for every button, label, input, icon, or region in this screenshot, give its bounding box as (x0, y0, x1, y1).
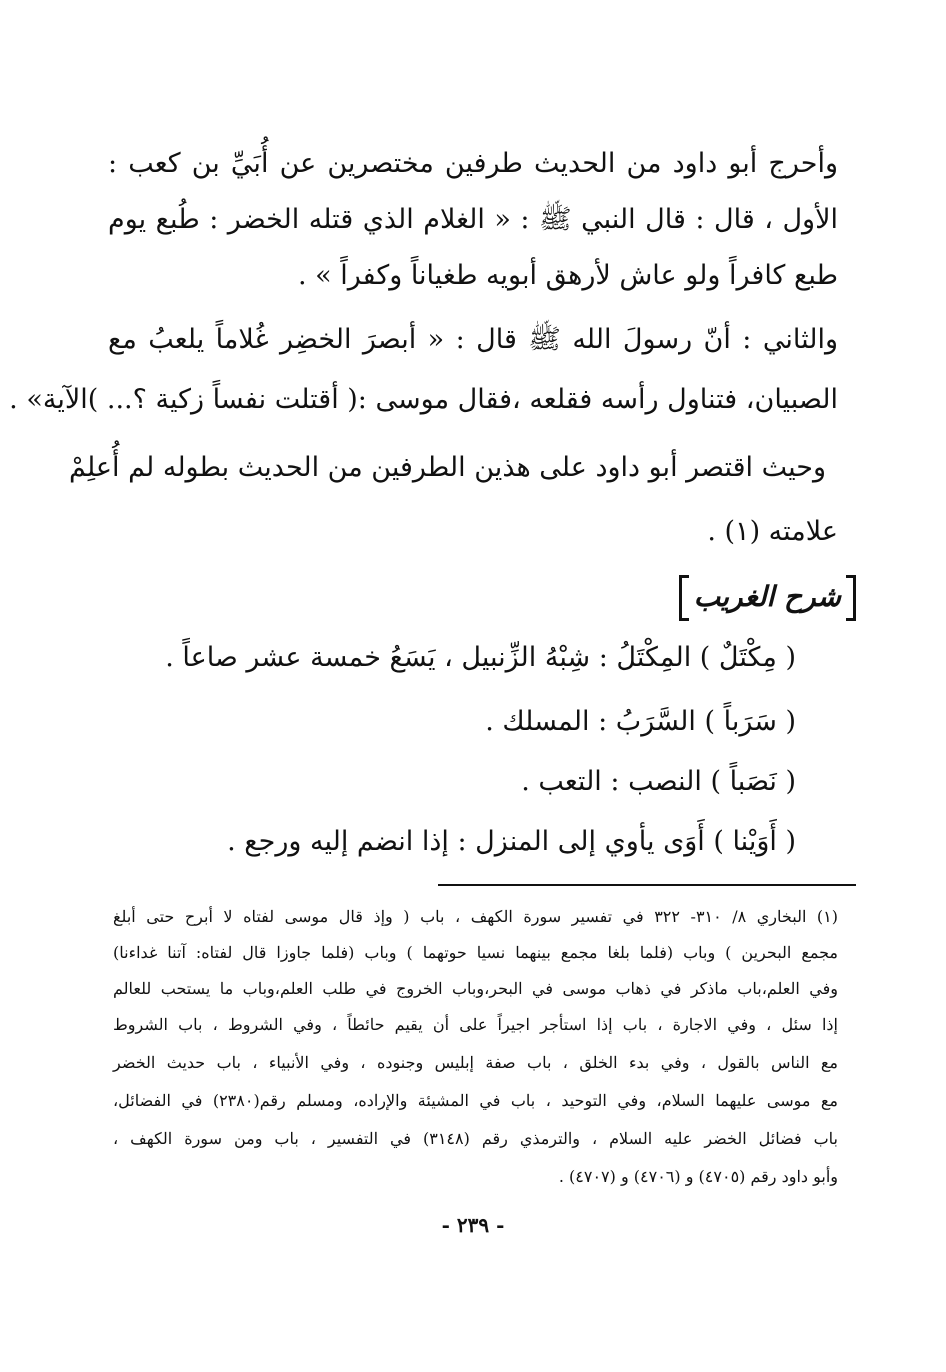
glossary-heading (679, 575, 856, 621)
footnote-line-7: باب فضائل الخضر عليه السلام ، والترمذي رقم (٣١٤٨) في التفسير ، باب ومن سورة الكهف ، (113, 1129, 838, 1148)
body-line-5: الصبيان، فتناول رأسه فقلعه ،فقال موسى :( أقتلت نفساً زكية ؟... )الآية» . (9, 384, 838, 415)
footnote-line-1: (١) البخاري ٨/ ٣١٠- ٣٢٢ في تفسير سورة الكهف ، باب ( وإذ قال موسى لفتاه لا أبرح حتى أبلغ (113, 907, 839, 926)
footnote-line-6: مع موسى عليهما السلام، وفي التوحيد ، باب في المشيئة والإراده، ومسلم رقم(٢٣٨٠) في الفضائل، (113, 1091, 838, 1110)
body-line-7: علامته (١) . (707, 516, 838, 547)
glossary-entry-3: ( نَصَباً ) النصب : التعب . (521, 766, 796, 797)
glossary-entry-1: ( مِكْتَلٌ ) المِكْتَلُ : شِبْهُ الزِّنبيل ، يَسَعُ خمسة عشر صاعاً . (165, 642, 796, 673)
glossary-entry-2: ( سَرَباً ) السَّرَبُ : المسلك . (485, 706, 796, 737)
glossary-heading-text: شرح الغريب (693, 580, 841, 613)
glossary-entry-4: ( أَوَيْنا ) أَوَى يأوي إلى المنزل : إذا انضم إليه ورجع . (227, 826, 796, 857)
footnote-line-5: مع الناس بالقول ، وفي بدء الخلق ، باب صفة إبليس وجنوده ، وفي الأنبياء ، باب حديث الخضر (113, 1053, 838, 1072)
footnote-line-8: وأبو داود رقم (٤٧٠٥) و (٤٧٠٦) و (٤٧٠٧) . (558, 1167, 838, 1186)
body-line-2: الأول ، قال : قال النبي ﷺ : « الغلام الذي قتله الخضر : طُبع يوم (108, 204, 838, 235)
body-line-6: وحيث اقتصر أبو داود على هذين الطرفين من الحديث بطوله لم أُعلِمْ (68, 452, 826, 483)
page-number: - ٢٣٩ - (441, 1213, 505, 1237)
body-line-4: والثاني : أنّ رسولَ الله ﷺ قال : « أبصرَ الخضِر غُلاماً يلعبُ مع (108, 324, 838, 355)
body-line-3: طبع كافراً ولو عاش لأرهق أبويه طغياناً وكفراً » . (298, 260, 838, 291)
footnote-separator (438, 884, 856, 886)
body-line-1: وأحرج أبو داود من الحديث طرفين مختصرين عن أُبَيِّ بن كعب : (108, 148, 838, 179)
footnote-line-2: مجمع البحرين ) وباب (فلما بلغا مجمع بينهما نسيا حوتهما ) وباب (فلما جاوزا قال لفتاه: آتنا غداءنا) (113, 943, 838, 962)
footnote-line-4: إذا سئل ، وفي الاجارة ، باب إذا استأجر اجيراً على أن يقيم حائطاً ، وفي الشروط ، باب الشروط (113, 1015, 838, 1034)
footnote-line-3: وفي العلم،باب ماذكر في ذهاب موسى في البحر،وباب الخروج في طلب العلم،وباب ما يستحب للعالم (113, 979, 838, 998)
